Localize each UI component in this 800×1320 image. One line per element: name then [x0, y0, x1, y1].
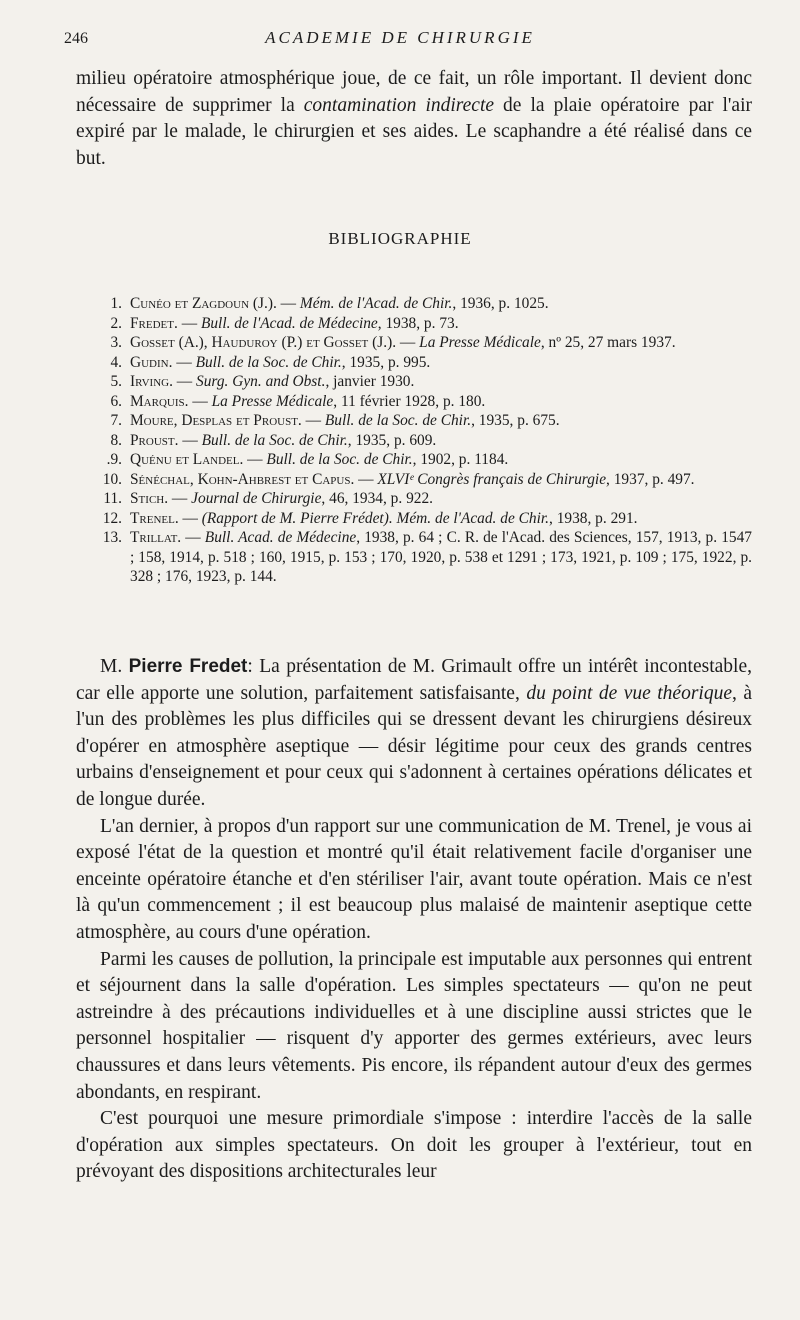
entry-authors: Sénéchal, Kohn-Ahbrest et Capus. [130, 470, 355, 488]
entry-details: , 1935, p. 675. [471, 412, 560, 429]
entry-journal: (Rapport de M. Pierre Frédet). Mém. de l'Acad. de Chir. [201, 509, 549, 527]
entry-details: , 1938, p. 291. [549, 509, 638, 527]
entry-details: , 1936, p. 1025. [452, 295, 549, 312]
bibliography-entry [76, 470, 752, 490]
entry-separator: — [301, 412, 325, 429]
bibliography-entry [76, 489, 752, 509]
entry-authors: Moure, Desplas et Proust. [130, 412, 302, 429]
entry-authors: Fredet. [130, 314, 178, 332]
entry-number: .9. [106, 451, 122, 468]
entry-journal: Surg. Gyn. and Obst. [196, 373, 326, 390]
speaker-colon: : [247, 656, 253, 677]
intro-text-1: milieu opératoire atmosphérique joue, de ce fait, un rôle important. Il devient donc nécessaire de supprimer la [76, 68, 752, 116]
bibliography-entry [76, 431, 752, 451]
entry-number: 13. [102, 529, 122, 546]
discussion-text-1b: , à l'un des problèmes les plus difficiles qui se dressent devant les chirurgiens désireux d'opérer en atmosphère aseptique — désir légitime pour ceux des grands centres urbains d'enseignement et pour ceux qui s'adonnent à certaines opérations délicates et de longue durée. [76, 682, 753, 810]
entry-details: , 1938, p. 73. [377, 314, 459, 332]
entry-separator: — [181, 529, 205, 546]
entry-journal: La Presse Médicale [419, 334, 541, 351]
entry-number: 7. [110, 412, 122, 429]
entry-journal: Journal de Chirurgie [191, 490, 322, 507]
bibliography-entry [76, 392, 752, 412]
entry-details: , 11 février 1928, p. 180. [333, 392, 486, 410]
entry-number: 1. [110, 295, 122, 312]
entry-journal: Bull. de la Soc. de Chir. [195, 353, 342, 371]
entry-journal: Mém. de l'Acad. de Chir. [299, 295, 453, 312]
entry-number: 3. [110, 334, 122, 351]
speaker-name: Pierre Fredet [128, 656, 248, 677]
entry-authors: Gudin. [130, 353, 173, 371]
entry-number: 12. [102, 509, 122, 527]
discussion-emphasis: du point de vue théorique [526, 682, 732, 704]
discussion-paragraph: C'est pourquoi une mesure primordiale s'impose : interdire l'accès de la salle d'opération aux simples spectateurs. On doit les grouper à l'extérieur, tout en prévoyant des dispositions architecturales leur [76, 1108, 752, 1183]
entry-details: , 1902, p. 1184. [412, 451, 509, 468]
bibliography-entry [76, 333, 752, 353]
bibliography-entry [76, 353, 752, 373]
entry-authors: Quénu et Landel. [130, 451, 244, 468]
speaker-prefix: M. [100, 656, 129, 677]
intro-paragraph [76, 66, 752, 172]
entry-journal: Bull. de la Soc. de Chir. [324, 412, 472, 429]
entry-details: , 1937, p. 497. [606, 470, 695, 488]
bibliography-entry [76, 372, 752, 392]
page-number: 246 [64, 30, 88, 47]
entry-number: 2. [110, 314, 122, 332]
entry-separator: — [354, 470, 378, 488]
entry-number: 10. [102, 470, 122, 488]
entry-journal: La Presse Médicale [211, 392, 334, 410]
entry-authors: Gosset (A.), Hauduroy (P.) et Gosset (J.). [130, 334, 397, 351]
entry-journal: Bull. de la Soc. de Chir. [201, 431, 348, 449]
entry-separator: — [172, 353, 196, 371]
bibliography-title: BIBLIOGRAPHIE [328, 229, 472, 248]
entry-details: , janvier 1930. [325, 373, 415, 390]
bibliography-entry [76, 314, 752, 334]
discussion-paragraph: Parmi les causes de pollution, la principale est imputable aux personnes qui entrent et séjournent dans la salle d'opération. Les simples spectateurs — qu'on ne peut astreindre à des précautions individuelles et à une discipline aussi strictes que le personnel hospitalier — risquent d'y apporter des germes extérieurs, avec leurs chaussures et dans leurs vêtements. Pis encore, ils répandent autour d'eux des germes abondants, en respirant. [76, 948, 752, 1103]
entry-number: 5. [110, 373, 122, 390]
entry-separator: — [177, 314, 201, 332]
discussion-text-1a: La présentation de M. Grimault offre un intérêt incontestable, car elle apporte une solution, parfaitement satisfaisante, [76, 656, 752, 704]
entry-authors: Irving. [130, 373, 173, 390]
intro-text-2: de la plaie opératoire par l'air expiré par le malade, le chirurgien et ses aides. Le scaphandre a été réalisé dans ce but. [76, 94, 752, 169]
bibliography-entry [76, 528, 752, 587]
bibliography-entry [76, 509, 752, 529]
intro-emphasis: contamination indirecte [303, 94, 495, 116]
entry-details: , nº 25, 27 mars 1937. [540, 334, 676, 351]
entry-details: , 1935, p. 609. [347, 431, 437, 449]
entry-authors: Cunéo et Zagdoun (J.). [130, 295, 277, 312]
entry-authors: Trillat. [130, 529, 182, 546]
entry-authors: Stich. [130, 490, 169, 507]
entry-journal: Bull. de la Soc. de Chir. [266, 451, 413, 468]
entry-journal: Bull. Acad. de Médecine [204, 529, 357, 546]
bibliography-entry [76, 294, 752, 314]
bibliography-entry [76, 450, 752, 470]
entry-number: 4. [110, 353, 122, 371]
entry-separator: — [168, 490, 192, 507]
entry-authors: Marquis. [130, 392, 189, 410]
entry-separator: — [243, 451, 267, 468]
entry-journal: Bull. de l'Acad. de Médecine [200, 314, 378, 332]
entry-authors: Proust. [130, 431, 179, 449]
entry-separator: — [396, 334, 420, 351]
entry-separator: — [178, 509, 202, 527]
discussion-paragraph [76, 654, 752, 814]
discussion-paragraph: L'an dernier, à propos d'un rapport sur une communication de M. Trenel, je vous ai exposé l'état de la question et montré qu'il était relativement facile d'organiser une enceinte opératoire étanche et d'en stériliser l'air, avant toute opération. Mais ce n'est là qu'un commencement ; il est beaucoup plus malaisé de maintenir aseptique cette atmosphère, au cours d'une opération. [76, 815, 752, 943]
entry-details: , 1935, p. 995. [341, 353, 431, 371]
entry-separator: — [188, 392, 212, 410]
entry-number: 11. [103, 490, 122, 507]
entry-journal: XLVIᵉ Congrès français de Chirurgie [377, 470, 607, 488]
entry-separator: — [276, 295, 300, 312]
entry-separator: — [178, 431, 202, 449]
entry-number: 8. [110, 431, 122, 449]
entry-details: , 1938, p. 64 ; C. R. de l'Acad. des Sciences, 157, 1913, p. 1547 ; 158, 1914, p. 518 ; 160, 1915, p. 153 ; 170, 1920, p. 538 et 1291 ; 173, 1921, p. 109 ; 175, 1922, p. 328 ; 176, 1923, p. 144. [130, 529, 752, 585]
discussion-section [76, 654, 752, 1186]
bibliography-entry [76, 411, 752, 431]
bibliography-list [76, 294, 752, 587]
entry-separator: — [172, 373, 197, 390]
running-title: ACADEMIE DE CHIRURGIE [265, 28, 535, 47]
entry-details: , 46, 1934, p. 922. [321, 490, 434, 507]
entry-authors: Trenel. [130, 509, 179, 527]
entry-number: 6. [110, 392, 122, 410]
